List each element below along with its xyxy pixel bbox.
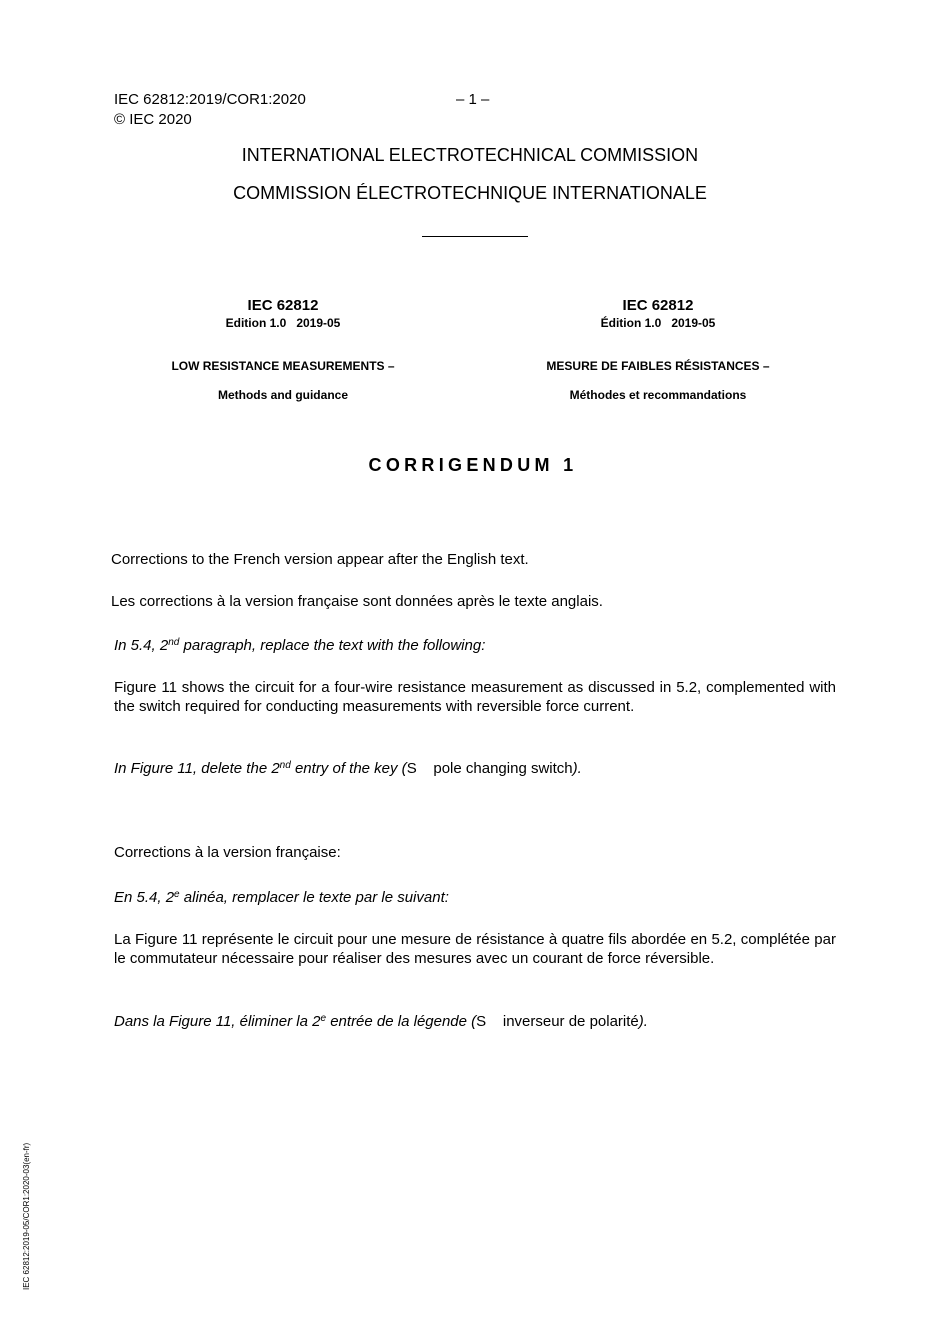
corrigendum-title: CORRIGENDUM 1 bbox=[368, 455, 578, 475]
subtitle-fr: Méthodes et recommandations bbox=[569, 388, 747, 402]
replacement-paragraph-en: Figure 11 shows the circuit for a four-wire resistance measurement as discussed in 5.2, complemented with the switch required for conducting measurements with reversible force current. bbox=[114, 679, 836, 715]
intro-fr: Les corrections à la version française sont données après le texte anglais. bbox=[111, 593, 603, 610]
instruction-en-1: In 5.4, 2nd paragraph, replace the text with the following: bbox=[114, 637, 486, 654]
separator-rule bbox=[422, 236, 528, 237]
copyright-notice: © IEC 2020 bbox=[114, 111, 192, 128]
subtitle-en: Methods and guidance bbox=[217, 388, 348, 402]
english-standard-block bbox=[118, 297, 448, 330]
replacement-paragraph-fr: La Figure 11 représente le circuit pour une mesure de résistance à quatre fils abordée en 5.2, complétée par le commutateur nécessaire pour réaliser des mesures avec un courant de force réversible. bbox=[114, 931, 836, 967]
title-fr: MESURE DE FAIBLES RÉSISTANCES – bbox=[546, 359, 770, 373]
standard-number-fr: IEC 62812 bbox=[622, 297, 694, 314]
intro-en: Corrections to the French version appear after the English text. bbox=[111, 551, 529, 568]
instruction-fr-2: Dans la Figure 11, éliminer la 2e entrée de la légende (S inverseur de polarité). bbox=[114, 1013, 648, 1030]
title-en: LOW RESISTANCE MEASUREMENTS – bbox=[171, 359, 395, 373]
instruction-fr-1: En 5.4, 2e alinéa, remplacer le texte par le suivant: bbox=[114, 889, 449, 906]
edition-fr: Édition 1.0 2019-05 bbox=[600, 316, 716, 330]
instruction-en-2: In Figure 11, delete the 2nd entry of the key (S pole changing switch). bbox=[114, 760, 582, 777]
organization-name-en: INTERNATIONAL ELECTROTECHNICAL COMMISSION bbox=[241, 145, 699, 165]
standard-number-en: IEC 62812 bbox=[247, 297, 319, 314]
french-corrections-heading: Corrections à la version française: bbox=[114, 844, 341, 861]
page-number: – 1 – bbox=[456, 91, 490, 108]
french-standard-block bbox=[493, 297, 823, 330]
side-document-label: IEC 62812:2019-05/COR1:2020-03(en-fr) bbox=[22, 1142, 31, 1290]
edition-en: Edition 1.0 2019-05 bbox=[225, 316, 341, 330]
document-reference: IEC 62812:2019/COR1:2020 bbox=[114, 91, 306, 108]
organization-name-fr: COMMISSION ÉLECTROTECHNIQUE INTERNATIONALE bbox=[233, 183, 707, 203]
